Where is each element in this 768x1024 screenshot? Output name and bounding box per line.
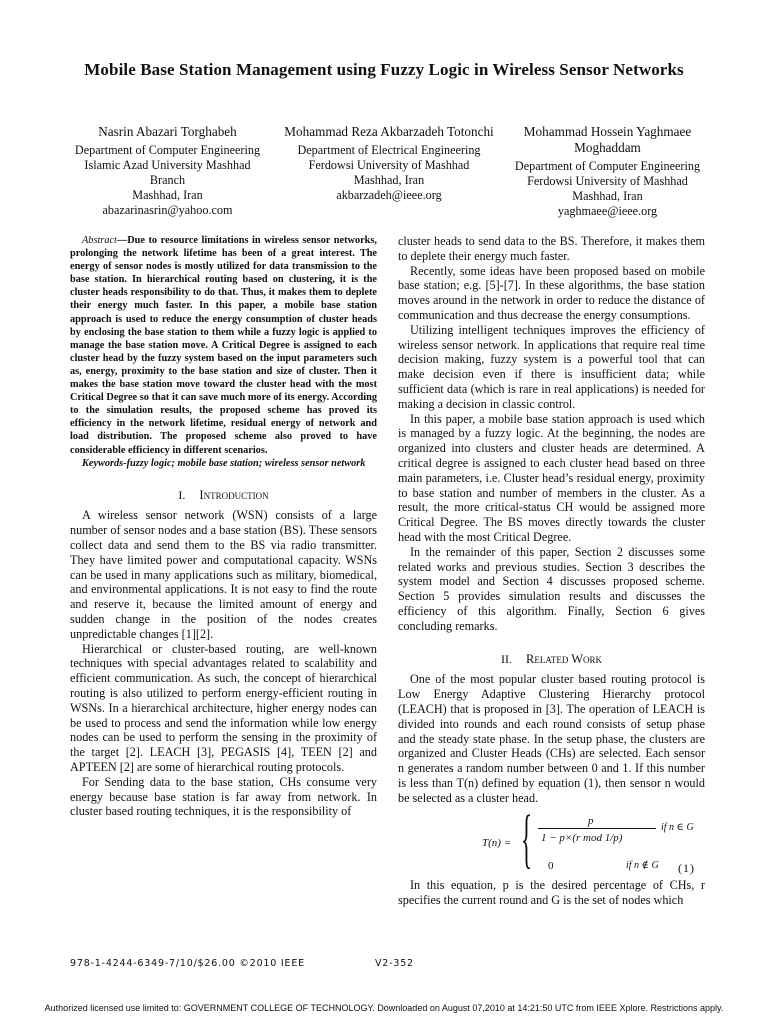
author-affiliation: Branch	[149, 173, 186, 187]
author-affiliation: Department of Electrical Engineering	[297, 143, 481, 157]
footer-copyright: 978-1-4244-6349-7/10/$26.00 ©2010 IEEE	[70, 958, 305, 969]
equation-1	[398, 802, 705, 876]
paper-title: Mobile Base Station Management using Fuzzy Logic in Wireless Sensor Networks	[84, 60, 684, 79]
paragraph: For Sending data to the base station, CHs consume very energy because base station is far away from network. In cluster based routing techniques, it is the responsibility of	[70, 774, 377, 819]
author-affiliation: Ferdowsi University of Mashhad	[308, 158, 470, 172]
paragraph: cluster heads to send data to the BS. Therefore, it makes them to deplete their energy much faster.	[398, 234, 705, 263]
author-email: akbarzadeh@ieee.org	[336, 188, 442, 202]
equation-condition: if n ∉ G	[626, 860, 659, 872]
author-block-3	[500, 124, 715, 219]
author-location: Mashhad, Iran	[572, 189, 643, 203]
author-email: yaghmaee@ieee.org	[557, 204, 658, 218]
abstract-dash: —	[116, 235, 128, 246]
paragraph: In this paper, a mobile base station approach is used which is managed by a fuzzy logic. At the beginning, the nodes are organized into clusters and cluster heads are determined. A critical degree is assigned to each cluster head based on three main parameters, i.e. Cluster head’s residual energy, proximity to base station and number of members in the cluster. As a result, the more critical-status CH would be assigned more Critical Degree. The BS moves directly towards the cluster head with the most Critical Degree.	[398, 411, 705, 544]
author-location: Mashhad, Iran	[132, 188, 203, 202]
author-location: Mashhad, Iran	[353, 173, 425, 187]
author-name: Mohammad Reza Akbarzadeh Totonchi	[284, 124, 494, 139]
license-notice: Authorized licensed use limited to: GOVERNMENT COLLEGE OF TECHNOLOGY. Downloaded on August 07,2010 at 14:21:50 UTC from IEEE Xplore. Restrictions apply.	[44, 1003, 724, 1013]
paragraph: Hierarchical or cluster-based routing, are well-known techniques with special advantages related to scalability and efficient communication. As such, the concept of hierarchical routing is also utilized to perform energy-efficient routing in WSNs. In a hierarchical architecture, higher energy nodes can be used to process and send the information while low energy nodes can be used to perform the sensing in the proximity of the target [2]. LEACH [3], PEGASIS [4], TEEN [2] and APTEEN [2] are some of hierarchical routing protocols.	[70, 641, 377, 775]
equation-number: (1)	[678, 861, 695, 876]
section-heading-introduction: I. Introduction	[178, 487, 269, 502]
author-block-1	[60, 124, 275, 218]
left-column	[70, 234, 377, 819]
right-column	[398, 234, 705, 908]
abstract	[70, 234, 377, 457]
paragraph: One of the most popular cluster based routing protocol is Low Energy Adaptive Clustering Hierarchy protocol (LEACH) that is proposed in [3]. The operation of LEACH is divided into rounds and each round consists of setup phase and the steady state phase. In the setup phase, the clusters are organized and Cluster Heads (CHs) are selected. Each sensor n generates a random number between 0 and 1. If this number is less than T(n) defined by equation (1), then sensor n would be selected as a cluster head.	[398, 672, 705, 805]
abstract-label: Abstract	[82, 235, 117, 246]
author-affiliation: Islamic Azad University Mashhad	[84, 158, 251, 172]
paragraph: In the remainder of this paper, Section 2 discusses some related works and previous studies. Section 3 describes the system model and Section 4 discusses proposed scheme. Section 5 provides simulation results and discusses the efficiency of this algorithm. Finally, Section 6 gives concluding remarks.	[398, 544, 705, 633]
author-name: Nasrin Abazari Torghabeh	[98, 124, 237, 139]
equation-zero: 0	[548, 860, 554, 873]
author-block-2	[282, 124, 496, 203]
fraction-bar	[538, 828, 656, 829]
equation-brace: {	[521, 802, 533, 876]
paragraph: Utilizing intelligent techniques improves the efficiency of wireless sensor network. In applications that require real time decision making, fuzzy system is a powerful tool that can make decision even if there is insufficient data; while sufficient data (which is rare in real applications) is needed for making a decision in classic control.	[398, 322, 705, 411]
paragraph: In this equation, p is the desired percentage of CHs, r specifies the current round and G is the set of nodes which	[398, 878, 705, 908]
author-affiliation: Ferdowsi University of Mashhad	[527, 174, 688, 188]
abstract-text: Due to resource limitations in wireless sensor networks, prolonging the network lifetime has been of a great interest. The energy of sensor nodes is mostly utilized for data transmission to the base station. In hierarchical routing based on clustering, it is the cluster heads responsibility to do that. Thus, it makes them to deplete their energy much faster. In this paper, a mobile base station approach is used to reduce the energy consumption of cluster heads by enclosing the base station to them while a fuzzy logic is applied to manage the base station move. A Critical Degree is assigned to each cluster head by the fuzzy system based on the input parameters such as, energy, proximity to the base station and size of cluster. Then it makes the base station move toward the cluster head with the most Critical Degree so that it can save much more of its energy. According to the simulation results, the proposed scheme has proved its efficiency in the network lifetime, residual energy of network and load distribution. The proposed scheme also proved to have considerable efficiency in different scenarios.	[70, 235, 377, 456]
page-number: V2-352	[375, 958, 414, 969]
author-affiliation: Department of Computer Engineering	[514, 159, 701, 173]
section-heading-related-work: II. Related Work	[500, 651, 603, 666]
keywords: Keywords-fuzzy logic; mobile base station; wireless sensor network	[82, 457, 366, 469]
author-affiliation: Department of Computer Engineering	[74, 143, 261, 157]
author-name: Mohammad Hossein Yaghmaee Moghaddam	[523, 124, 692, 155]
author-email: abazarinasrin@yahoo.com	[102, 203, 233, 217]
paragraph: Recently, some ideas have been proposed based on mobile base station; e.g. [5]-[7]. In these algorithms, the base station moves around in the network in order to reduce the distance of communication and thus decrease the energy consumptions.	[398, 263, 705, 322]
equation-denominator: 1 − p×(r mod 1/p)	[541, 832, 623, 845]
paragraph: A wireless sensor network (WSN) consists of a large number of sensor nodes and a base station (BS). These sensors collect data and send them to the BS via radio transmitter. They have limited power and computational capacity. WSNs can be used in many applications such as military, biomedical, and environmental applications. It is not easy to find the route and reserve it, because the limited amount of energy and sudden change in the position of the nodes creates unpredictable changes [1][2].	[70, 508, 377, 641]
equation-condition: if n ∈ G	[661, 822, 694, 834]
equation-numerator: p	[588, 815, 594, 828]
equation-lhs: T(n) =	[482, 837, 512, 850]
